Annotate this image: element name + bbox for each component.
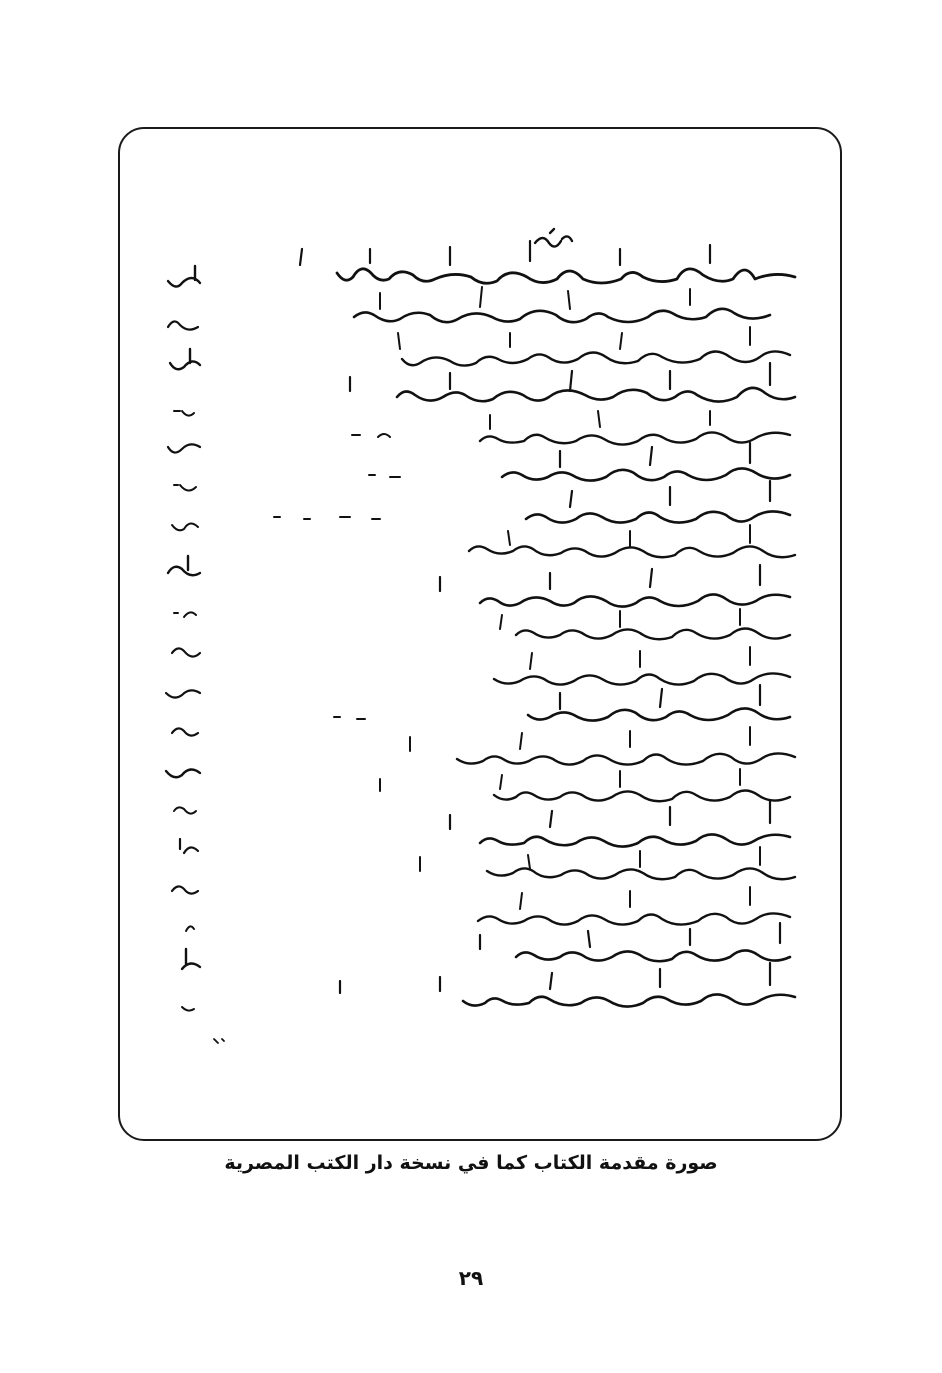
manuscript-handwriting-image bbox=[150, 225, 810, 1045]
page-number: ٢٩ bbox=[458, 1266, 484, 1290]
figure-caption: صورة مقدمة الكتاب كما في نسخة دار الكتب المصرية bbox=[224, 1152, 718, 1174]
